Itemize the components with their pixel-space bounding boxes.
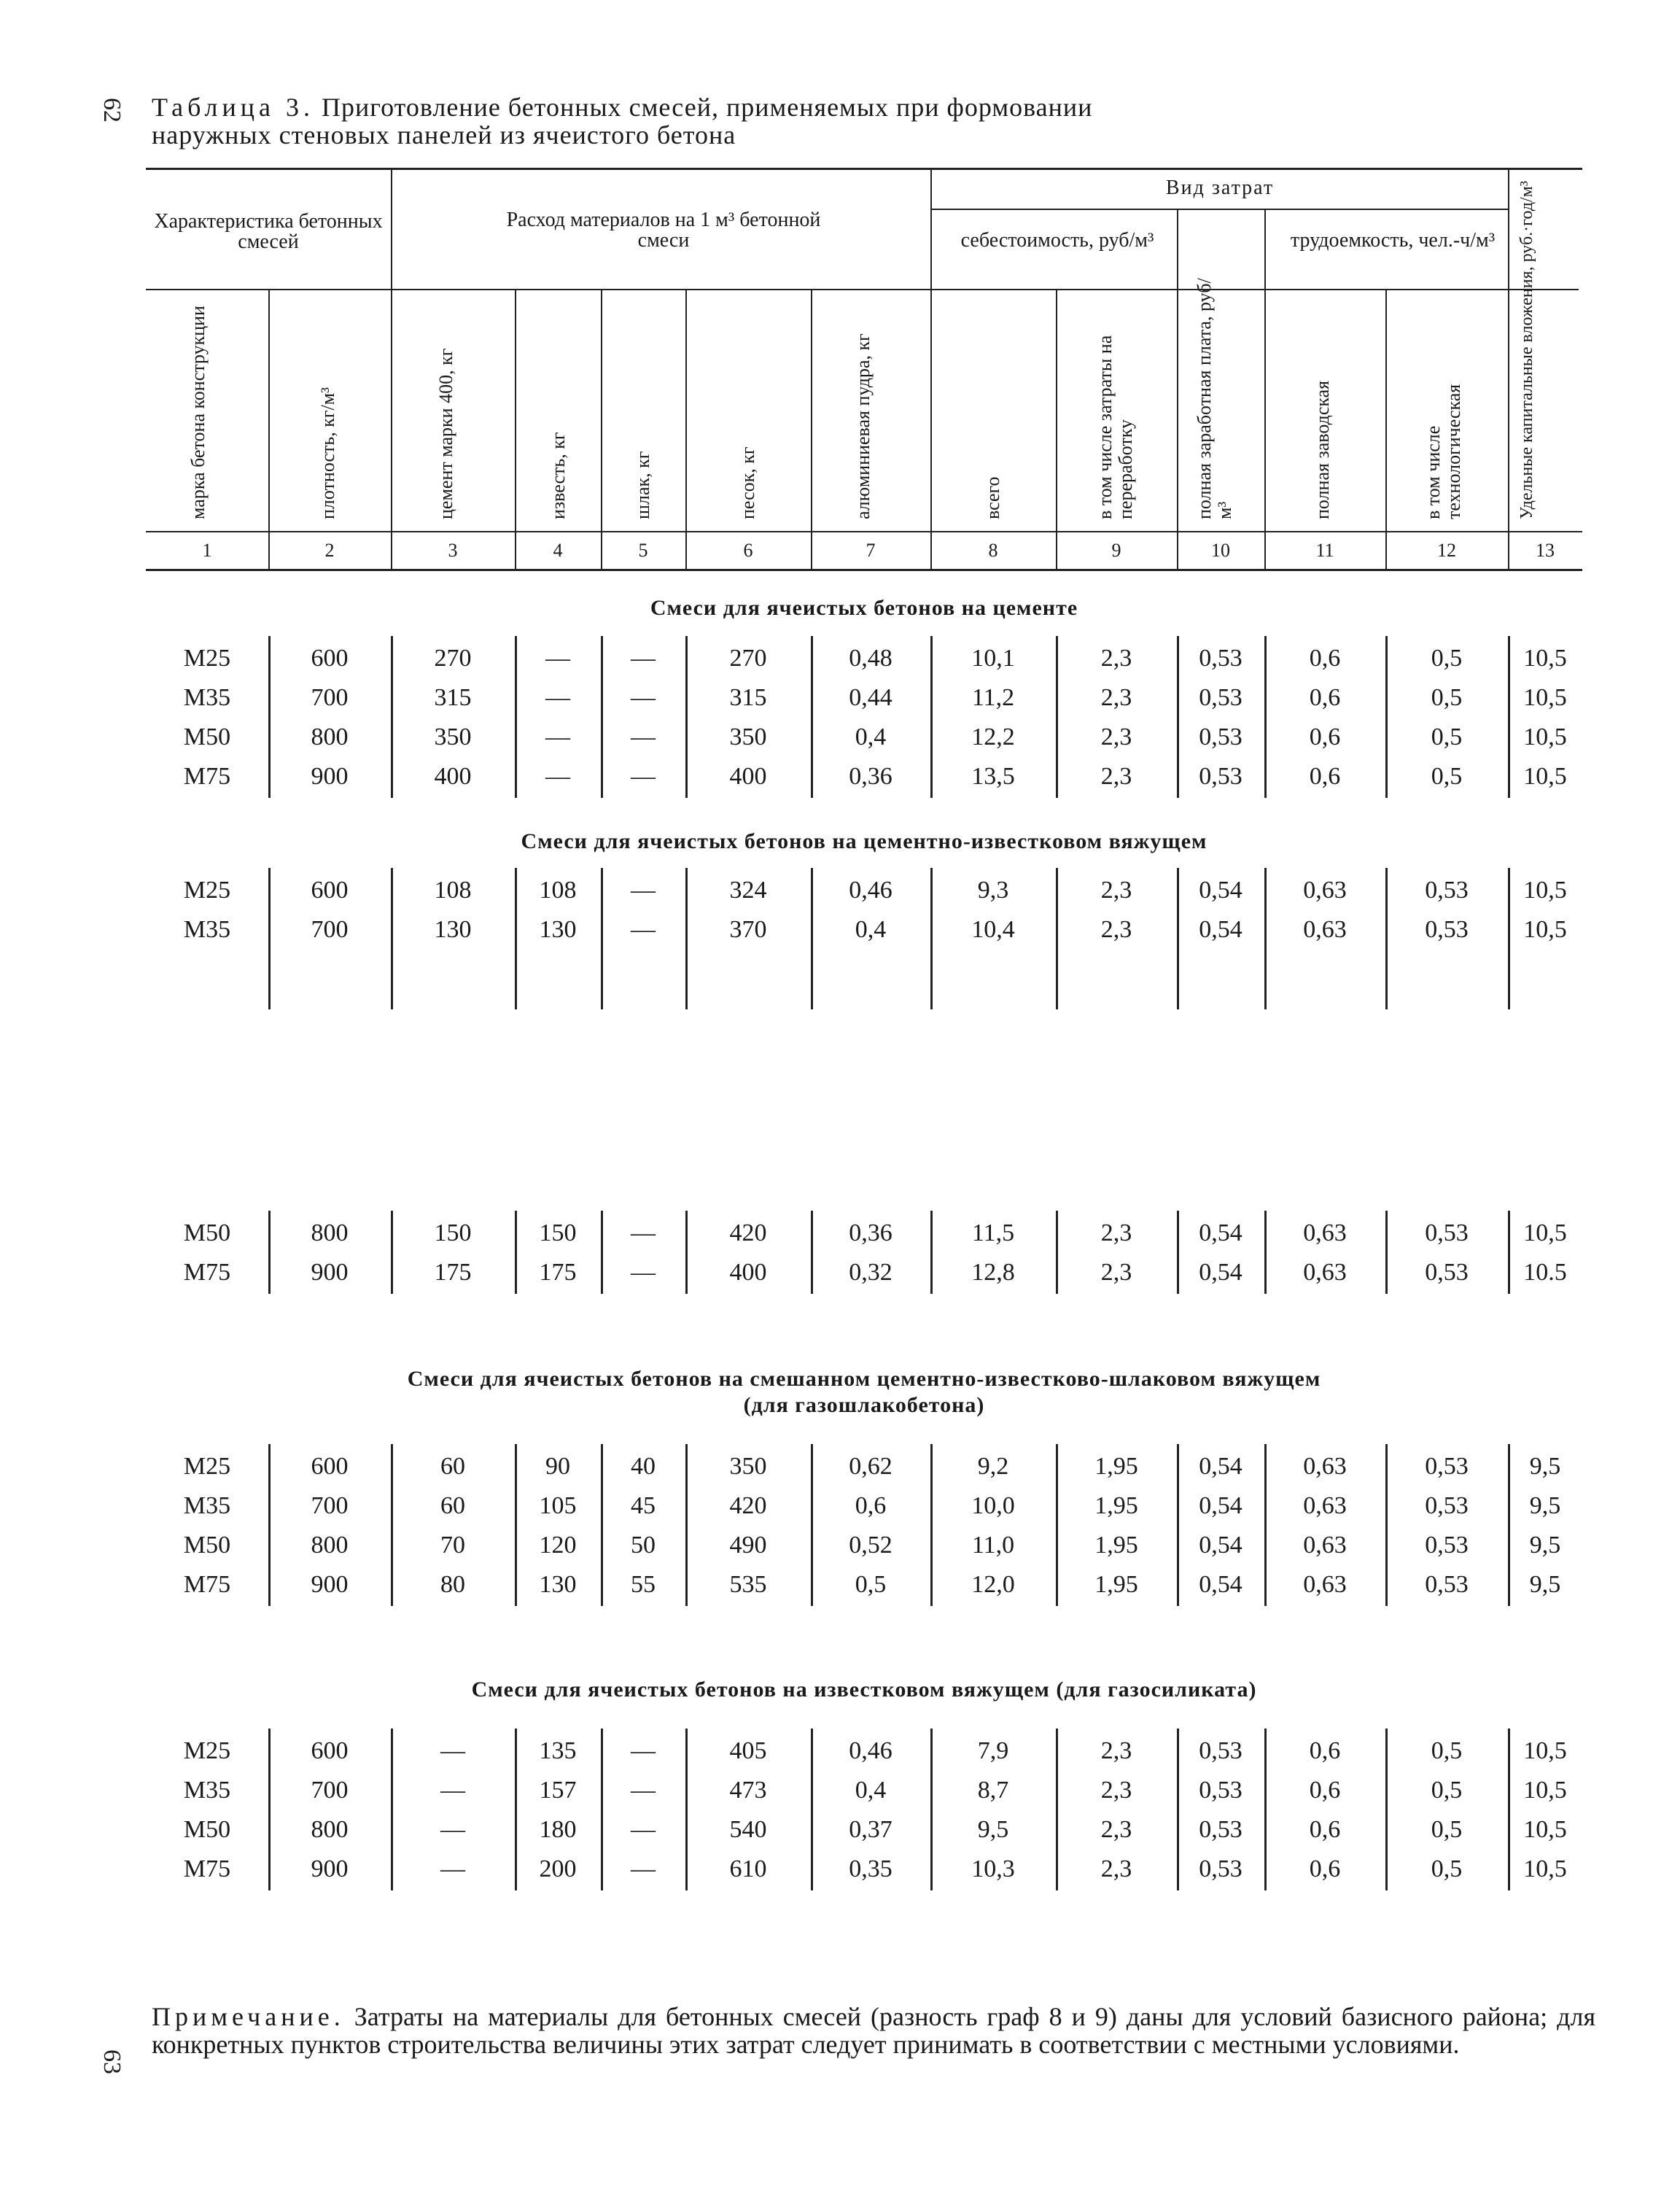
cell-col-13: 9,5 [1529, 1532, 1561, 1559]
cell-col-5: 45 [631, 1492, 656, 1519]
cell-col-13: 10,5 [1523, 1777, 1567, 1804]
table-row [0, 1850, 1680, 1889]
header-col-3: цемент марки 400, кг [435, 348, 456, 519]
cell-col-5: — [631, 1855, 656, 1882]
cell-col-5: — [631, 1259, 656, 1286]
cell-col-12: 0,5 [1431, 763, 1463, 790]
cell-col-13: 10,5 [1523, 1816, 1567, 1843]
cell-col-4: — [545, 763, 570, 790]
cell-col-13: 10,5 [1523, 1855, 1567, 1882]
cell-col-9: 2,3 [1100, 877, 1132, 904]
cell-col-13: 9,5 [1529, 1571, 1561, 1598]
cell-col-6: 400 [729, 763, 767, 790]
cell-col-1: М25 [183, 1737, 231, 1764]
cell-col-13: 10,5 [1523, 1219, 1567, 1246]
cell-col-10: 0,54 [1199, 916, 1242, 943]
cell-col-6: 535 [729, 1571, 767, 1598]
cell-col-13: 10,5 [1523, 877, 1567, 904]
cell-col-8: 12,0 [971, 1571, 1015, 1598]
cell-col-5: — [631, 877, 656, 904]
table-row [0, 1447, 1680, 1486]
cell-col-3: 400 [434, 763, 472, 790]
cell-col-2: 600 [311, 877, 349, 904]
cell-col-2: 800 [311, 723, 349, 750]
section-title-lime: Смеси для ячеистых бетонов на известковом вяжущем (для газосиликата) [471, 1677, 1257, 1702]
note-text: Затраты на материалы для бетонных смесей (разность граф 8 и 9) даны для условий базисного района; для конкретных пунктов строительства величины этих затрат следует принимать в соответствии с местными условиями. [152, 2002, 1596, 2059]
cell-col-3: — [440, 1816, 465, 1843]
header-col-12: в том числе технологическая [1423, 384, 1464, 519]
caption-line-1: Приготовление бетонных смесей, применяемых при формовании [321, 93, 1093, 122]
cell-col-3: 70 [440, 1532, 465, 1559]
table-row [0, 639, 1680, 678]
cell-col-8: 10,0 [971, 1492, 1015, 1519]
cell-col-8: 11,2 [971, 684, 1015, 711]
cell-col-12: 0,5 [1431, 723, 1463, 750]
cell-col-13: 10,5 [1523, 916, 1567, 943]
cell-col-3: 80 [440, 1571, 465, 1598]
cell-col-8: 8,7 [977, 1777, 1009, 1804]
table-row [0, 757, 1680, 796]
cell-col-11: 0,6 [1309, 684, 1341, 711]
table-row [0, 871, 1680, 910]
cell-col-2: 700 [311, 1777, 349, 1804]
cell-col-1: М75 [183, 1259, 231, 1286]
cell-col-3: 270 [434, 645, 472, 672]
table-row [0, 1253, 1680, 1292]
cell-col-3: — [440, 1737, 465, 1764]
header-vid-rule [932, 209, 1508, 210]
cell-col-7: 0,44 [849, 684, 892, 711]
cell-col-9: 2,3 [1100, 1259, 1132, 1286]
cell-col-10: 0,53 [1199, 1855, 1242, 1882]
table-row [0, 1771, 1680, 1810]
cell-col-3: — [440, 1855, 465, 1882]
cell-col-8: 9,3 [977, 877, 1009, 904]
column-number-6: 6 [743, 540, 753, 561]
cell-col-7: 0,48 [849, 645, 892, 672]
column-number-7: 7 [866, 540, 876, 561]
cell-col-5: 55 [631, 1571, 656, 1598]
header-bottom-rule [146, 569, 1582, 571]
cell-col-1: М25 [183, 645, 231, 672]
cell-col-11: 0,63 [1303, 916, 1347, 943]
cell-col-2: 600 [311, 645, 349, 672]
cell-col-2: 900 [311, 1855, 349, 1882]
cell-col-2: 600 [311, 1737, 349, 1764]
cell-col-7: 0,4 [855, 916, 887, 943]
cell-col-8: 11,0 [971, 1532, 1015, 1559]
section-title-cement-lime: Смеси для ячеистых бетонов на цементно-известковом вяжущем [521, 829, 1208, 853]
cell-col-4: 175 [539, 1259, 577, 1286]
cell-col-10: 0,53 [1199, 763, 1242, 790]
cell-col-12: 0,53 [1425, 1492, 1469, 1519]
cell-col-13: 9,5 [1529, 1453, 1561, 1480]
cell-col-11: 0,63 [1303, 1259, 1347, 1286]
cell-col-1: М50 [183, 1532, 231, 1559]
cell-col-1: М75 [183, 1855, 231, 1882]
header-col-9: в том числе затраты на переработку [1094, 335, 1136, 519]
cell-col-8: 7,9 [977, 1737, 1009, 1764]
table-note [152, 2003, 1595, 2058]
cell-col-10: 0,53 [1199, 1777, 1242, 1804]
table-caption [152, 93, 1092, 149]
cell-col-8: 10,4 [971, 916, 1015, 943]
header-group-cost-price: себестоимость, руб/м³ [960, 229, 1154, 252]
cell-col-1: М35 [183, 1777, 231, 1804]
header-col-4: известь, кг [548, 432, 569, 519]
cell-col-9: 1,95 [1094, 1492, 1138, 1519]
cell-col-11: 0,63 [1303, 877, 1347, 904]
cell-col-4: 150 [539, 1219, 577, 1246]
cell-col-9: 2,3 [1100, 1777, 1132, 1804]
column-number-2: 2 [324, 540, 335, 561]
header-col-5: шлак, кг [632, 451, 653, 519]
header-col-8: всего [982, 476, 1003, 519]
cell-col-3: 350 [434, 723, 472, 750]
column-number-3: 3 [448, 540, 458, 561]
cell-col-11: 0,63 [1303, 1492, 1347, 1519]
cell-col-1: М50 [183, 723, 231, 750]
header-col-6: песок, кг [737, 446, 758, 519]
cell-col-7: 0,36 [849, 1219, 892, 1246]
cell-col-9: 2,3 [1100, 645, 1132, 672]
cell-col-2: 900 [311, 1259, 349, 1286]
cell-col-6: 405 [729, 1737, 767, 1764]
cell-col-12: 0,53 [1425, 916, 1469, 943]
table-row [0, 1526, 1680, 1565]
cell-col-11: 0,6 [1309, 1816, 1341, 1843]
cell-col-10: 0,54 [1199, 877, 1242, 904]
cell-col-1: М25 [183, 877, 231, 904]
cell-col-2: 800 [311, 1816, 349, 1843]
cell-col-11: 0,63 [1303, 1532, 1347, 1559]
cell-col-3: 60 [440, 1492, 465, 1519]
section-title-cement: Смеси для ячеистых бетонов на цементе [650, 596, 1078, 620]
cell-col-5: — [631, 684, 656, 711]
cell-col-12: 0,5 [1431, 645, 1463, 672]
cell-col-4: 90 [545, 1453, 570, 1480]
cell-col-5: — [631, 1777, 656, 1804]
cell-col-12: 0,53 [1425, 1259, 1469, 1286]
cell-col-11: 0,63 [1303, 1219, 1347, 1246]
header-group-consumption: Расход материалов на 1 м³ бетонной смеси [506, 209, 821, 252]
cell-col-5: — [631, 723, 656, 750]
table-row [0, 1214, 1680, 1253]
cell-col-1: М50 [183, 1816, 231, 1843]
cell-col-12: 0,5 [1431, 1777, 1463, 1804]
cell-col-3: 130 [434, 916, 472, 943]
cell-col-5: — [631, 916, 656, 943]
cell-col-13: 10,5 [1523, 645, 1567, 672]
cell-col-11: 0,6 [1309, 645, 1341, 672]
cell-col-8: 9,2 [977, 1453, 1009, 1480]
cell-col-1: М35 [183, 916, 231, 943]
cell-col-9: 1,95 [1094, 1532, 1138, 1559]
cell-col-4: 135 [539, 1737, 577, 1764]
section-title-slag: Смеси для ячеистых бетонов на смешанном цементно-известково-шлаковом вяжущем [407, 1367, 1321, 1391]
cell-col-9: 1,95 [1094, 1453, 1138, 1480]
cell-col-5: — [631, 1219, 656, 1246]
cell-col-6: 420 [729, 1492, 767, 1519]
cell-col-4: — [545, 645, 570, 672]
cell-col-8: 10,3 [971, 1855, 1015, 1882]
cell-col-9: 2,3 [1100, 763, 1132, 790]
cell-col-11: 0,6 [1309, 1737, 1341, 1764]
cell-col-7: 0,52 [849, 1532, 892, 1559]
cell-col-1: М75 [183, 1571, 231, 1598]
cell-col-10: 0,54 [1199, 1453, 1242, 1480]
cell-col-6: 540 [729, 1816, 767, 1843]
cell-col-10: 0,54 [1199, 1259, 1242, 1286]
cell-col-6: 270 [729, 645, 767, 672]
cell-col-3: 150 [434, 1219, 472, 1246]
cell-col-10: 0,53 [1199, 1816, 1242, 1843]
cell-col-12: 0,5 [1431, 1816, 1463, 1843]
cell-col-1: М35 [183, 684, 231, 711]
cell-col-7: 0,4 [855, 723, 887, 750]
cell-col-9: 2,3 [1100, 1737, 1132, 1764]
header-group-characteristics: Характеристика бетонных смесей [154, 210, 383, 253]
header-col-7: алюминиевая пудра, кг [852, 333, 874, 519]
cell-col-6: 473 [729, 1777, 767, 1804]
header-col-1: марка бетона конструкции [187, 306, 209, 519]
cell-col-4: 108 [539, 877, 577, 904]
cell-col-5: 50 [631, 1532, 656, 1559]
table-row [0, 718, 1680, 757]
cell-col-9: 1,95 [1094, 1571, 1138, 1598]
header-col-10: полная заработная плата, руб/м³ [1194, 278, 1235, 519]
cell-col-9: 2,3 [1100, 1219, 1132, 1246]
cell-col-1: М25 [183, 1453, 231, 1480]
column-number-1: 1 [202, 540, 212, 561]
caption-label: Таблица 3. [152, 93, 314, 122]
cell-col-7: 0,35 [849, 1855, 892, 1882]
cell-col-9: 2,3 [1100, 1816, 1132, 1843]
cell-col-4: 157 [539, 1777, 577, 1804]
column-number-13: 13 [1536, 540, 1555, 561]
cell-col-5: 40 [631, 1453, 656, 1480]
cell-col-10: 0,54 [1199, 1492, 1242, 1519]
cell-col-4: 200 [539, 1855, 577, 1882]
cell-col-9: 2,3 [1100, 916, 1132, 943]
cell-col-2: 700 [311, 1492, 349, 1519]
table-row [0, 678, 1680, 718]
cell-col-10: 0,54 [1199, 1571, 1242, 1598]
column-number-10: 10 [1211, 540, 1230, 561]
cell-col-1: М75 [183, 763, 231, 790]
cell-col-4: 120 [539, 1532, 577, 1559]
cell-col-12: 0,53 [1425, 877, 1469, 904]
header-group-costs: Вид затрат [1165, 176, 1275, 199]
caption-line-2: наружных стеновых панелей из ячеистого бетона [152, 120, 736, 150]
cell-col-3: 108 [434, 877, 472, 904]
header-col-13: Удельные капитальные вложения, руб.·год/м³ [1517, 181, 1536, 519]
cell-col-6: 610 [729, 1855, 767, 1882]
cell-col-12: 0,53 [1425, 1532, 1469, 1559]
cell-col-10: 0,53 [1199, 684, 1242, 711]
cell-col-13: 10,5 [1523, 723, 1567, 750]
cell-col-4: 130 [539, 1571, 577, 1598]
cell-col-2: 900 [311, 763, 349, 790]
cell-col-7: 0,62 [849, 1453, 892, 1480]
cell-col-5: — [631, 1737, 656, 1764]
cell-col-5: — [631, 1816, 656, 1843]
cell-col-7: 0,4 [855, 1777, 887, 1804]
cell-col-9: 2,3 [1100, 723, 1132, 750]
cell-col-6: 400 [729, 1259, 767, 1286]
cell-col-4: 105 [539, 1492, 577, 1519]
cell-col-2: 800 [311, 1219, 349, 1246]
cell-col-4: — [545, 723, 570, 750]
cell-col-3: 60 [440, 1453, 465, 1480]
column-number-12: 12 [1437, 540, 1456, 561]
table-row [0, 910, 1680, 950]
cell-col-6: 350 [729, 723, 767, 750]
cell-col-13: 9,5 [1529, 1492, 1561, 1519]
cell-col-10: 0,54 [1199, 1219, 1242, 1246]
header-top-rule [146, 168, 1582, 170]
cell-col-13: 10.5 [1523, 1259, 1567, 1286]
cell-col-2: 700 [311, 684, 349, 711]
cell-col-12: 0,53 [1425, 1219, 1469, 1246]
cell-col-9: 2,3 [1100, 1855, 1132, 1882]
cell-col-12: 0,5 [1431, 1737, 1463, 1764]
column-number-11: 11 [1315, 540, 1334, 561]
cell-col-5: — [631, 763, 656, 790]
note-label: Примечание. [152, 2002, 345, 2031]
table-row [0, 1731, 1680, 1771]
cell-col-6: 490 [729, 1532, 767, 1559]
cell-col-11: 0,6 [1309, 1777, 1341, 1804]
cell-col-9: 2,3 [1100, 684, 1132, 711]
cell-col-6: 315 [729, 684, 767, 711]
cell-col-7: 0,32 [849, 1259, 892, 1286]
cell-col-1: М50 [183, 1219, 231, 1246]
cell-col-2: 900 [311, 1571, 349, 1598]
cell-col-8: 9,5 [977, 1816, 1009, 1843]
cell-col-7: 0,46 [849, 877, 892, 904]
cell-col-8: 10,1 [971, 645, 1015, 672]
cell-col-8: 13,5 [971, 763, 1015, 790]
cell-col-8: 12,2 [971, 723, 1015, 750]
cell-col-12: 0,5 [1431, 1855, 1463, 1882]
cell-col-12: 0,53 [1425, 1571, 1469, 1598]
page-number-top: 62 [98, 98, 125, 123]
column-number-8: 8 [988, 540, 998, 561]
cell-col-6: 370 [729, 916, 767, 943]
cell-col-12: 0,5 [1431, 684, 1463, 711]
cell-col-10: 0,53 [1199, 645, 1242, 672]
cell-col-4: 180 [539, 1816, 577, 1843]
table-row [0, 1486, 1680, 1526]
header-mid-rule [146, 531, 1582, 532]
page-number-bottom: 63 [98, 2049, 125, 2074]
cell-col-7: 0,5 [855, 1571, 887, 1598]
cell-col-2: 600 [311, 1453, 349, 1480]
header-col-11: полная заводская [1312, 380, 1333, 519]
cell-col-8: 11,5 [971, 1219, 1015, 1246]
cell-col-6: 420 [729, 1219, 767, 1246]
cell-col-11: 0,63 [1303, 1453, 1347, 1480]
column-number-9: 9 [1111, 540, 1121, 561]
cell-col-10: 0,53 [1199, 1737, 1242, 1764]
cell-col-2: 800 [311, 1532, 349, 1559]
cell-col-10: 0,53 [1199, 723, 1242, 750]
cell-col-11: 0,6 [1309, 723, 1341, 750]
cell-col-11: 0,6 [1309, 763, 1341, 790]
cell-col-7: 0,6 [855, 1492, 887, 1519]
cell-col-3: 175 [434, 1259, 472, 1286]
cell-col-6: 350 [729, 1453, 767, 1480]
header-subgroup-rule [146, 289, 1579, 290]
table-row [0, 1565, 1680, 1605]
column-number-5: 5 [638, 540, 648, 561]
column-number-4: 4 [553, 540, 563, 561]
cell-col-11: 0,6 [1309, 1855, 1341, 1882]
section-subtitle-slag: (для газошлакобетона) [743, 1393, 985, 1417]
cell-col-4: — [545, 684, 570, 711]
cell-col-1: М35 [183, 1492, 231, 1519]
cell-col-7: 0,36 [849, 763, 892, 790]
cell-col-3: — [440, 1777, 465, 1804]
header-group-labor: трудоемкость, чел.-ч/м³ [1290, 229, 1496, 252]
cell-col-7: 0,37 [849, 1816, 892, 1843]
cell-col-2: 700 [311, 916, 349, 943]
cell-col-3: 315 [434, 684, 472, 711]
cell-col-13: 10,5 [1523, 684, 1567, 711]
cell-col-13: 10,5 [1523, 763, 1567, 790]
header-col-2: плотность, кг/м³ [317, 387, 338, 519]
cell-col-8: 12,8 [971, 1259, 1015, 1286]
table-row [0, 1810, 1680, 1850]
cell-col-11: 0,63 [1303, 1571, 1347, 1598]
cell-col-13: 10,5 [1523, 1737, 1567, 1764]
cell-col-6: 324 [729, 877, 767, 904]
cell-col-5: — [631, 645, 656, 672]
cell-col-12: 0,53 [1425, 1453, 1469, 1480]
cell-col-7: 0,46 [849, 1737, 892, 1764]
cell-col-10: 0,54 [1199, 1532, 1242, 1559]
cell-col-4: 130 [539, 916, 577, 943]
